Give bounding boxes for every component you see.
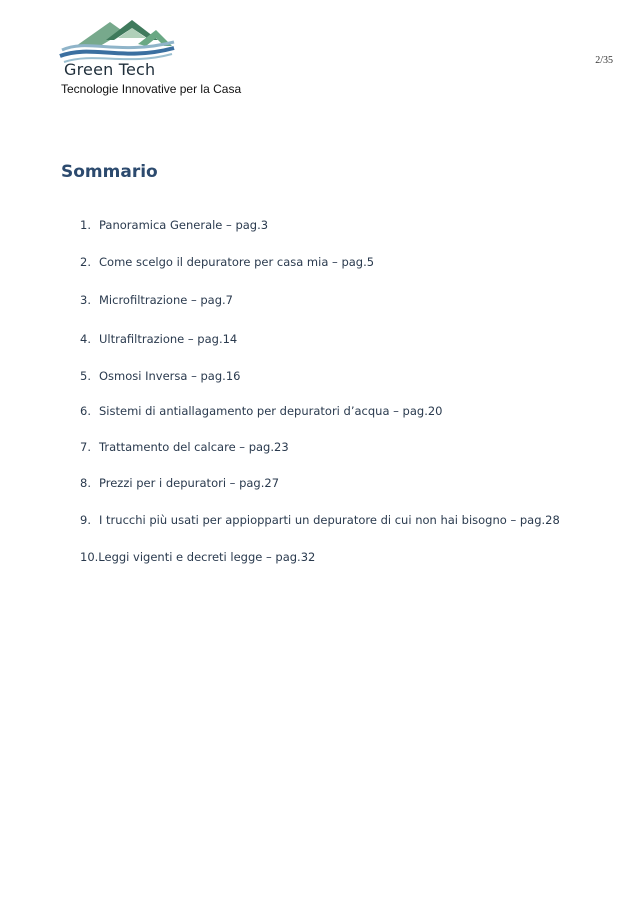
toc-item-number: 7. (80, 440, 91, 454)
toc-item-number: 6. (80, 404, 91, 418)
toc-item[interactable] (80, 332, 237, 346)
page-header (0, 0, 638, 100)
tagline: Tecnologie Innovative per la Casa (61, 82, 242, 96)
toc-item[interactable] (80, 404, 443, 418)
toc-item-number: 5. (80, 369, 91, 383)
toc-item[interactable] (80, 440, 289, 454)
toc-item[interactable] (80, 369, 240, 383)
toc-item-number: 2. (80, 255, 91, 269)
logo-text: Green Tech (64, 60, 156, 79)
toc-item[interactable] (80, 255, 374, 269)
toc-item[interactable] (80, 218, 268, 232)
toc-item-number: 9. (80, 513, 91, 527)
house-wave-logo-icon (58, 16, 178, 64)
toc-item[interactable] (80, 550, 315, 564)
toc-item-text: Microfiltrazione – pag.7 (99, 293, 233, 307)
toc-item-number: 8. (80, 476, 91, 490)
page-number: 2/35 (595, 55, 613, 66)
toc-item-text: Leggi vigenti e decreti legge – pag.32 (98, 550, 316, 564)
toc-item-number: 10. (80, 550, 99, 564)
toc-title: Sommario (61, 162, 158, 182)
toc-item-number: 3. (80, 293, 91, 307)
toc-item-number: 1. (80, 218, 91, 232)
toc-item-text: Panoramica Generale – pag.3 (99, 218, 269, 232)
toc-item-text: Prezzi per i depuratori – pag.27 (99, 476, 280, 490)
toc-item[interactable] (80, 476, 279, 490)
toc-item-text: Osmosi Inversa – pag.16 (99, 369, 241, 383)
toc-item-text: Trattamento del calcare – pag.23 (99, 440, 289, 454)
toc-item-text: Come scelgo il depuratore per casa mia – pag.5 (99, 255, 375, 269)
toc-item-number: 4. (80, 332, 91, 346)
toc-item-text: I trucchi più usati per appiopparti un depuratore di cui non hai bisogno – pag.28 (99, 513, 560, 527)
toc-item[interactable] (80, 513, 560, 527)
toc-item[interactable] (80, 293, 233, 307)
toc-item-text: Ultrafiltrazione – pag.14 (99, 332, 238, 346)
toc-item-text: Sistemi di antiallagamento per depuratori d’acqua – pag.20 (99, 404, 443, 418)
